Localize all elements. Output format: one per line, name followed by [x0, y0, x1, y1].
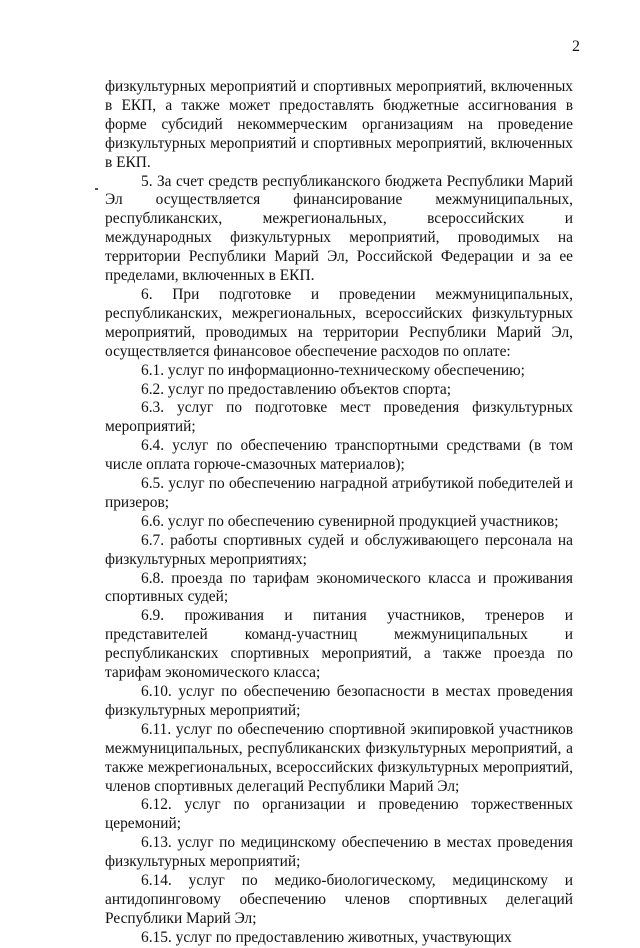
- list-item-6-12: 6.12. услуг по организации и проведению торжественных церемоний;: [105, 796, 573, 833]
- list-item-6-13: 6.13. услуг по медицинскому обеспечению в местах проведения физкультурных мероприятий;: [105, 834, 573, 871]
- list-item-6-15: 6.15. услуг по предоставлению животных, участвующих: [141, 928, 512, 946]
- list-item-6-8: 6.8. проезда по тарифам экономического класса и проживания спортивных судей;: [105, 569, 573, 606]
- list-item-6-1: 6.1. услуг по информационно-техническому обеспечению;: [141, 361, 525, 379]
- list-item-6-10: 6.10. услуг по обеспечению безопасности в местах проведения физкультурных мероприятий;: [105, 683, 573, 719]
- list-item-6-7: 6.7. работы спортивных судей и обслуживающего персонала на физкультурных мероприятиях;: [105, 531, 573, 568]
- document-body: [105, 78, 573, 948]
- paragraph-item-6: 6. При подготовке и проведении межмуниципальных, республиканских, межрегиональных, всероссийских физкультурных мероприятий, проводимых на территории Республики Марий Эл, осуществляется финансовое обеспечение расходов по оплате:: [105, 285, 573, 360]
- list-item-6-3: 6.3. услуг по подготовке мест проведения физкультурных мероприятий;: [105, 399, 573, 436]
- list-item-6-9: 6.9. проживания и питания участников, тренеров и представителей команд-участниц межмуниципальных и республиканских спортивных мероприятий, а также проезда по тарифам экономического класса;: [105, 607, 573, 682]
- list-item-6-4: 6.4. услуг по обеспечению транспортными средствами (в том числе оплата горюче-смазочных материалов);: [105, 437, 573, 474]
- paragraph-item-5: 5. За счет средств республиканского бюджета Республики Марий Эл осуществляется финансирование межмуниципальных, республиканских, межрегиональных, всероссийских и международных физкультурных мероприятий, проводимых на территории Республики Марий Эл, Российской Федерации и за ее пределами, включенных в ЕКП.: [105, 172, 573, 285]
- list-item-6-6: 6.6. услуг по обеспечению сувенирной продукцией участников;: [141, 512, 559, 530]
- paragraph-continuation: физкультурных мероприятий и спортивных мероприятий, включенных в ЕКП, а также может предоставлять бюджетные ассигнования в форме субсидий некоммерческим организациям на проведение физкультурных мероприятий и спортивных мероприятий, включенных в ЕКП.: [105, 78, 573, 171]
- margin-mark: [95, 188, 98, 190]
- list-item-6-2: 6.2. услуг по предоставлению объектов спорта;: [141, 380, 452, 398]
- list-item-6-11: 6.11. услуг по обеспечению спортивной экипировкой участников межмуниципальных, республиканских физкультурных мероприятий, а также межрегиональных, всероссийских физкультурных мероприятий, членов спортивных делегаций Республики Марий Эл;: [105, 720, 573, 795]
- page-number: 2: [572, 38, 580, 55]
- list-item-6-14: 6.14. услуг по медико-биологическому, медицинскому и антидопинговому обеспечению членов спортивных делегаций Республики Марий Эл;: [105, 872, 573, 927]
- list-item-6-5: 6.5. услуг по обеспечению наградной атрибутикой победителей и призеров;: [105, 475, 573, 511]
